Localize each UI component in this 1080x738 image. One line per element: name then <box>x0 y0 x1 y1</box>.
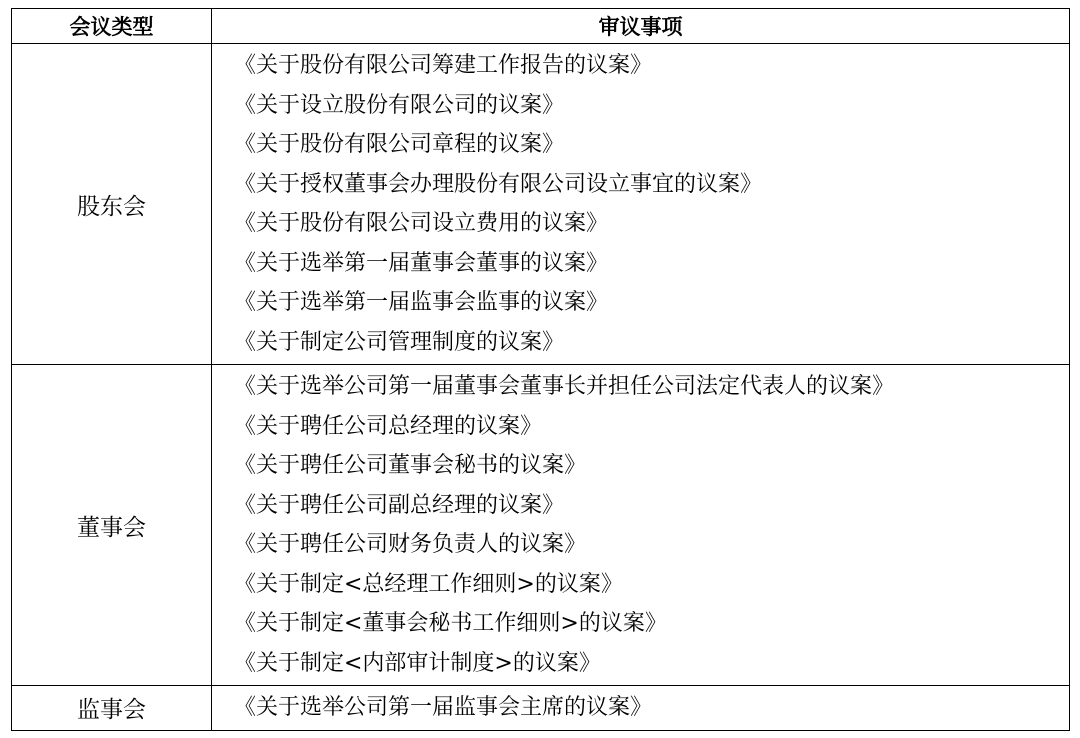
agenda-item: 《关于选举公司第一届监事会主席的议案》 <box>234 695 653 720</box>
header-row <box>12 9 1070 44</box>
meeting-type-cell: 监事会 <box>12 686 212 731</box>
header-agenda-items: 审议事项 <box>212 9 1070 44</box>
meeting-items-table <box>11 8 1070 731</box>
meeting-type-cell: 股东会 <box>12 44 212 365</box>
agenda-item: 《关于聘任公司董事会秘书的议案》 <box>234 453 587 478</box>
agenda-item: 《关于股份有限公司设立费用的议案》 <box>234 211 609 236</box>
agenda-item: 《关于设立股份有限公司的议案》 <box>234 92 565 118</box>
agenda-item: 《关于股份有限公司筹建工作报告的议案》 <box>234 53 653 78</box>
agenda-item: 《关于聘任公司财务负责人的议案》 <box>234 532 587 557</box>
agenda-item: 《关于聘任公司副总经理的议案》 <box>234 492 565 518</box>
agenda-item: 《关于制定<董事会秘书工作细则>的议案》 <box>234 611 667 636</box>
agenda-item: 《关于授权董事会办理股份有限公司设立事宜的议案》 <box>234 171 763 197</box>
agenda-items-cell <box>212 365 1070 686</box>
agenda-item: 《关于制定<总经理工作细则>的议案》 <box>234 571 623 597</box>
agenda-item: 《关于聘任公司总经理的议案》 <box>234 413 543 439</box>
table-row <box>12 365 1070 686</box>
header-meeting-type: 会议类型 <box>12 9 212 44</box>
meeting-type-cell: 董事会 <box>12 365 212 686</box>
agenda-item: 《关于选举公司第一届董事会董事长并担任公司法定代表人的议案》 <box>234 374 895 399</box>
agenda-item: 《关于选举第一届监事会监事的议案》 <box>234 290 609 315</box>
agenda-item: 《关于制定<内部审计制度>的议案》 <box>234 650 601 676</box>
agenda-item: 《关于选举第一届董事会董事的议案》 <box>234 250 609 276</box>
agenda-items-cell <box>212 686 1070 731</box>
agenda-item: 《关于制定公司管理制度的议案》 <box>234 329 565 355</box>
agenda-item: 《关于股份有限公司章程的议案》 <box>234 132 565 157</box>
table-row <box>12 44 1070 365</box>
table-row <box>12 686 1070 731</box>
agenda-items-cell <box>212 44 1070 365</box>
